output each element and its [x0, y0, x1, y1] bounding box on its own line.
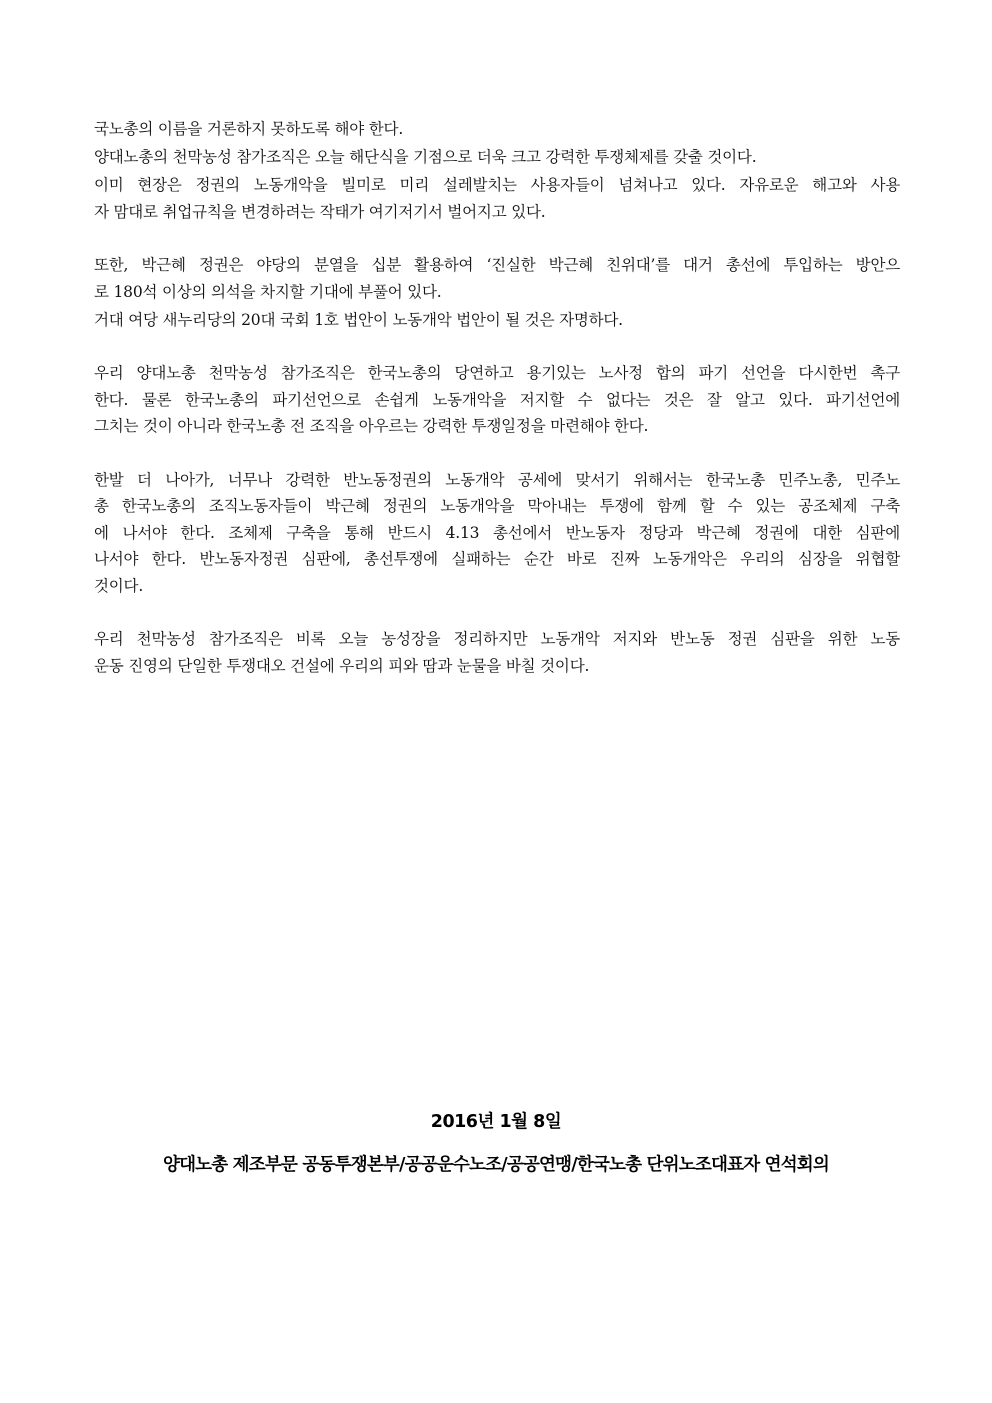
text-line: 것이다. — [94, 576, 144, 595]
text-line: 거대 여당 새누리당의 20대 국회 1호 법안이 노동개악 법안이 될 것은 자명하다. — [94, 310, 623, 329]
text-line: 나서야 한다. 반노동자정권 심판에, 총선투쟁에 실패하는 순간 바로 진짜 노동개악은 우리의 심장을 위협할 — [94, 550, 900, 568]
text-line: 또한, 박근혜 정권은 야당의 분열을 십분 활용하여 ‘진실한 박근혜 친위대’를 대거 총선에 투입하는 방안으 — [94, 256, 900, 274]
paragraph — [94, 144, 900, 171]
signature-date — [0, 1108, 992, 1133]
text-line: 그치는 것이 아니라 한국노총 전 조직을 아우르는 강력한 투쟁일정을 마련해야 한다. — [94, 417, 649, 435]
paragraph — [94, 360, 900, 440]
text-line: 에 나서야 한다. 조체제 구축을 통해 반드시 4.13 총선에서 반노동자 정당과 박근혜 정권에 대한 심판에 — [94, 523, 900, 542]
paragraph — [94, 626, 900, 679]
text-line: 이미 현장은 정권의 노동개악을 빌미로 미리 설레발치는 사용자들이 넘쳐나고 있다. 자유로운 해고와 사용 — [94, 176, 900, 194]
document-body — [94, 116, 900, 679]
text-line: 총 한국노총의 조직노동자들이 박근혜 정권의 노동개악을 막아내는 투쟁에 함께 할 수 있는 공조체제 구축 — [94, 497, 900, 515]
paragraph — [94, 116, 900, 143]
text-line: 자 맘대로 취업규칙을 변경하려는 작태가 여기저기서 벌어지고 있다. — [94, 202, 546, 221]
text-line: 로 180석 이상의 의석을 차지할 기대에 부풀어 있다. — [94, 282, 442, 301]
signature-text: 양대노총 제조부문 공동투쟁본부/공공운수노조/공공연맹/한국노총 단위노조대표자 연석회의 — [162, 1155, 830, 1175]
text-line: 국노총의 이름을 거론하지 못하도록 해야 한다. — [94, 120, 404, 138]
text-line: 우리 천막농성 참가조직은 비록 오늘 농성장을 정리하지만 노동개악 저지와 반노동 정권 심판을 위한 노동 — [94, 630, 900, 648]
text-line: 운동 진영의 단일한 투쟁대오 건설에 우리의 피와 땀과 눈물을 바칠 것이다. — [94, 656, 590, 675]
signature-text: 2016년 1월 8일 — [430, 1112, 562, 1132]
text-line: 양대노총의 천막농성 참가조직은 오늘 해단식을 기점으로 더욱 크고 강력한 투쟁체제를 갖출 것이다. — [94, 148, 757, 166]
signature-organization — [0, 1151, 992, 1176]
text-line: 우리 양대노총 천막농성 참가조직은 한국노총의 당연하고 용기있는 노사정 합의 파기 선언을 다시한번 촉구 — [94, 364, 900, 382]
paragraph — [94, 467, 900, 600]
paragraph — [94, 307, 900, 334]
text-line: 한다. 물론 한국노총의 파기선언으로 손쉽게 노동개악을 저지할 수 없다는 것은 잘 알고 있다. 파기선언에 — [94, 390, 900, 409]
text-line: 한발 더 나아가, 너무나 강력한 반노동정권의 노동개악 공세에 맞서기 위해서는 한국노총 민주노총, 민주노 — [94, 470, 900, 489]
paragraph — [94, 172, 900, 225]
paragraph — [94, 252, 900, 305]
